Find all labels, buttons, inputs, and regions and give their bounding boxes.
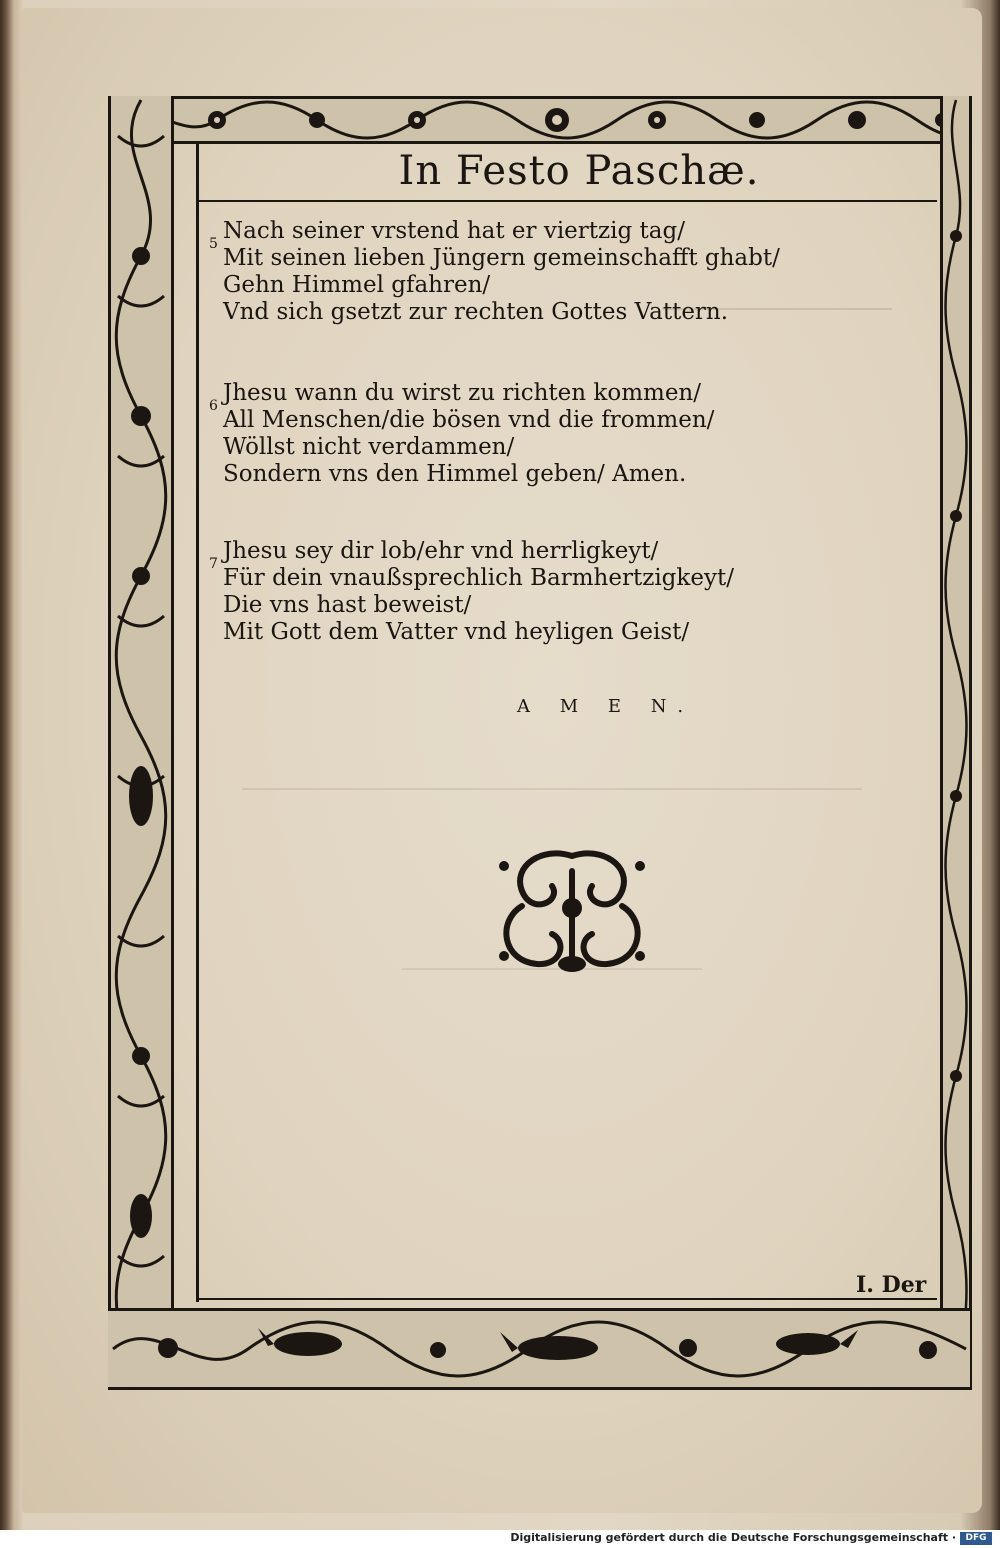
floral-ornament bbox=[108, 96, 174, 1390]
verse-line: All Menschen/die bösen vnd die frommen/ bbox=[223, 407, 715, 433]
verse-number: 7 bbox=[209, 556, 218, 572]
dfg-logo: DFG bbox=[960, 1532, 992, 1545]
verse-line: Die vns hast beweist/ bbox=[223, 592, 472, 618]
verse-5 bbox=[209, 218, 780, 326]
catchword: I. Der bbox=[856, 1272, 927, 1298]
verse-line: Jhesu wann du wirst zu richten kommen/ bbox=[223, 380, 701, 406]
verse-line: Mit Gott dem Vatter vnd heyligen Geist/ bbox=[223, 619, 690, 645]
floral-ornament bbox=[112, 96, 972, 144]
ornamental-border-left bbox=[108, 96, 174, 1390]
verse-line: Vnd sich gsetzt zur rechten Gottes Vattern. bbox=[223, 299, 729, 325]
verse-line: Gehn Himmel gfahren/ bbox=[223, 272, 491, 298]
ornamental-border-top bbox=[112, 96, 972, 144]
amen-line: A M E N. bbox=[517, 696, 696, 717]
verse-line: Für dein vnaußsprechlich Barmhertzigkeyt/ bbox=[223, 565, 734, 591]
ornamental-border-right bbox=[940, 96, 972, 1390]
bottom-rule bbox=[199, 1298, 937, 1300]
digitization-footer bbox=[0, 1530, 1000, 1548]
verse-6 bbox=[209, 380, 715, 488]
ornamental-border-bottom bbox=[108, 1308, 970, 1390]
page-title: In Festo Paschæ. bbox=[398, 148, 760, 194]
text-frame bbox=[196, 144, 937, 1302]
ornamental-vignette-icon bbox=[492, 846, 652, 976]
verse-line: Jhesu sey dir lob/ehr vnd herrligkeyt/ bbox=[223, 538, 659, 564]
verse-line: Mit seinen lieben Jüngern gemeinschafft ghabt/ bbox=[223, 245, 780, 271]
verse-number: 5 bbox=[209, 236, 218, 252]
floral-ornament bbox=[940, 96, 972, 1390]
verse-number: 6 bbox=[209, 398, 218, 414]
footer-credit-text: Digitalisierung gefördert durch die Deutsche Forschungsgemeinschaft · bbox=[510, 1531, 956, 1544]
book-page bbox=[22, 8, 982, 1513]
header-rule bbox=[199, 200, 937, 202]
bird-ornament bbox=[108, 1308, 970, 1390]
verse-7 bbox=[209, 538, 734, 646]
verse-line: Nach seiner vrstend hat er viertzig tag/ bbox=[223, 218, 685, 244]
verse-line: Sondern vns den Himmel geben/ Amen. bbox=[223, 461, 687, 487]
verse-line: Wöllst nicht verdammen/ bbox=[223, 434, 515, 460]
